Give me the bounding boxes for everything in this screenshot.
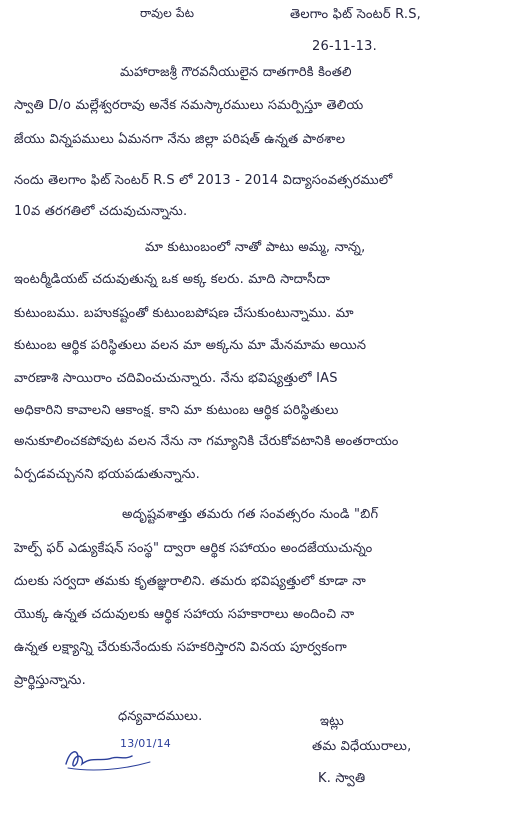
letter-line-4: నందు తెలగాం ఫిట్ సెంటర్ R.S లో 2013 - 2014 విద్యాసంవత్సరములో — [14, 173, 393, 188]
letter-line-9: కుటుంబ ఆర్థిక పరిస్థితులు వలన మా అక్కను మా మేనమామ అయిన — [14, 338, 367, 353]
letter-line-6: మా కుటుంబంలో నాతో పాటు అమ్మ, నాన్న, — [145, 240, 366, 255]
sender-address: తెలగాం ఫిట్ సెంటర్ R.S, — [290, 7, 421, 22]
letter-line-11: అధికారిని కావాలని ఆకాంక్ష. కాని మా కుటుంబ ఆర్థిక పరిస్థితులు — [14, 403, 339, 418]
sender-name: K. స్వాతి — [318, 771, 366, 786]
letter-line-14: అదృష్టవశాత్తు తమరు గత సంవత్సరం నుండి "బిగ్ — [122, 507, 379, 522]
letter-line-1: మహారాజశ్రీ గౌరవనీయులైన దాతగారికి కింతలి — [120, 65, 352, 80]
letter-line-17: యొక్క ఉన్నత చదువులకు ఆర్థిక సహాయ సహకారాలు అందించి నా — [14, 607, 355, 622]
letter-line-12: అనుకూలించకపోవుట వలన నేను నా గమ్యానికి చేరుకోవటానికి అంతరాయం — [14, 434, 399, 449]
closing-itlu: ఇట్లు — [320, 714, 344, 729]
letter-line-16: దులకు సర్వదా తమకు కృతజ్ఞురాలిని. తమరు భవిష్యత్తులో కూడా నా — [14, 574, 366, 589]
place-label: రావుల పేట — [140, 6, 195, 20]
thanks-text: ధన్యవాదములు. — [118, 709, 203, 724]
letter-line-18: ఉన్నత లక్ష్యాన్ని చేరుకునేందుకు సహకరిస్తారని వినయ పూర్వకంగా — [14, 640, 347, 655]
letter-line-3: జేయు విన్నపములు ఏమనగా నేను జిల్లా పరిషత్ ఉన్నత పాఠశాల — [14, 132, 346, 147]
letter-line-19: ప్రార్థిస్తున్నాను. — [14, 673, 86, 688]
letter-line-2: స్వాతి D/o మల్లేశ్వరరావు అనేక నమస్కారములు సమర్పిస్తూ తెలియ — [14, 98, 364, 113]
letter-line-7: ఇంటర్మీడియట్ చదువుతున్న ఒక అక్క కలరు. మాది సాదాసీదా — [14, 272, 331, 287]
letter-line-15: హెల్ప్ ఫర్ ఎడ్యుకేషన్ సంస్థ" ద్వారా ఆర్థిక సహాయం అందజేయుచున్నం — [14, 541, 373, 556]
closing-obedient: తమ విధేయురాలు, — [312, 739, 412, 754]
letter-line-10: వారణాశి సాయిరాం చదివించుచున్నారు. నేను భవిష్యత్తులో IAS — [14, 371, 338, 386]
letter-date: 26-11-13. — [312, 39, 377, 54]
letter-line-13: ఏర్పడవచ్చునని భయపడుతున్నాను. — [14, 467, 200, 482]
signature-date: 13/01/14 — [120, 737, 172, 750]
letter-line-8: కుటుంబము. బహుకష్టంతో కుటుంబపోషణ చేసుకుంటున్నాము. మా — [14, 306, 354, 321]
letter-line-5: 10వ తరగతిలో చదువుచున్నాను. — [14, 204, 188, 219]
